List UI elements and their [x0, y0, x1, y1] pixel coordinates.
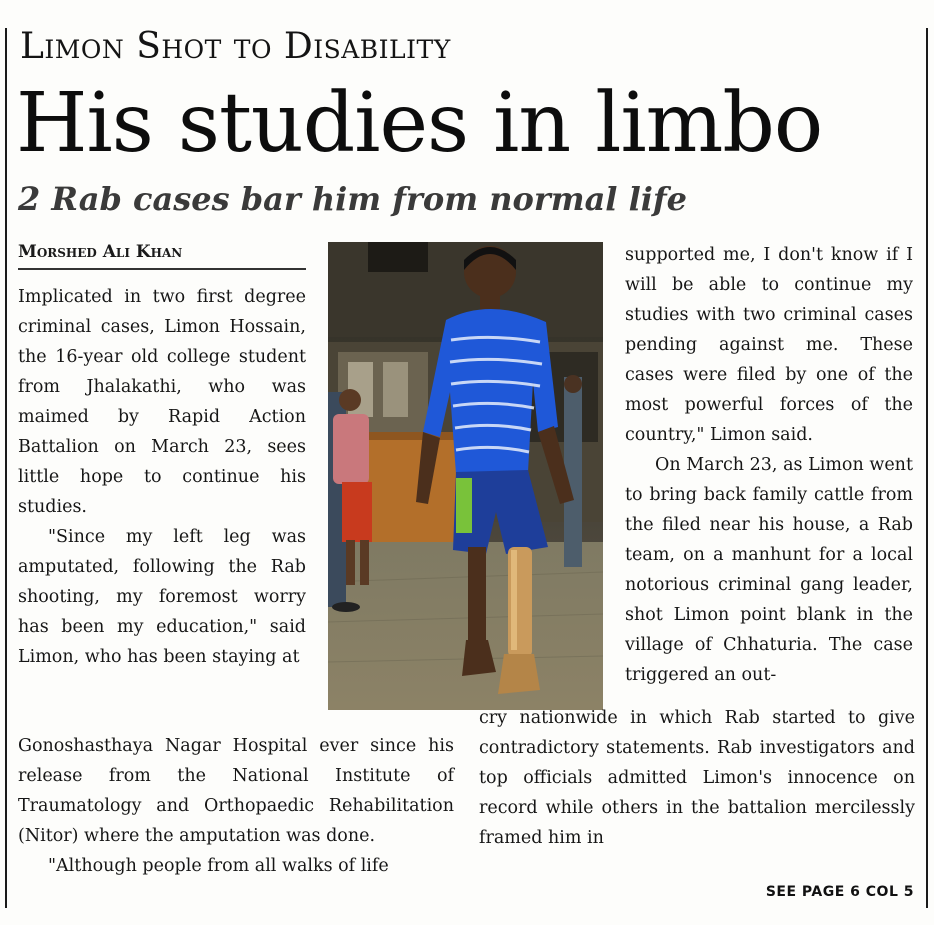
paragraph-7: cry nationwide in which Rab started to give contradictory statements. Rab investigators and top officials admitted Limon's innocence on record while others in the battalion mercilessly framed him in [479, 708, 915, 848]
paragraph-5: supported me, I don't know if I will be able to continue my studies with two criminal cases pending against me. These cases were filed by one of the most powerful forces of the country," Limon said. [625, 245, 913, 445]
paragraph-2: "Since my left leg was amputated, following the Rab shooting, my foremost worry has been my education," said Limon, who has been staying at [18, 527, 306, 667]
photo-boy-with-prosthetic-leg [328, 242, 603, 710]
article-kicker: Limon Shot to Disability [20, 26, 451, 67]
body-column-bottom-right [479, 703, 915, 853]
byline: Morshed Ali Khan [18, 236, 306, 270]
body-column-left [18, 282, 306, 672]
paragraph-4: "Although people from all walks of life [48, 856, 389, 876]
page-border-left [5, 28, 7, 908]
article-headline: His studies in limbo [16, 76, 823, 171]
paragraph-1: Implicated in two first degree criminal cases, Limon Hossain, the 16-year old college student from Jhalakathi, who was maimed by Rapid Action Battalion on March 23, sees little hope to continue his studies. [18, 287, 306, 517]
jump-line-link[interactable]: SEE PAGE 6 COL 5 [765, 884, 914, 900]
paragraph-6: On March 23, as Limon went to bring back family cattle from the filed near his house, a Rab team, on a manhunt for a local notorious criminal gang leader, shot Limon point blank in the village of Chhaturia. The case triggered an out- [625, 455, 913, 685]
article-photo [328, 242, 603, 710]
body-column-right [625, 240, 913, 690]
article-subhead: 2 Rab cases bar him from normal life [18, 180, 688, 218]
page-border-right [926, 28, 928, 908]
paragraph-3: Gonoshasthaya Nagar Hospital ever since his release from the National Institute of Traumatology and Orthopaedic Rehabilitation (Nitor) where the amputation was done. [18, 736, 454, 846]
body-column-bottom-left [18, 731, 454, 881]
